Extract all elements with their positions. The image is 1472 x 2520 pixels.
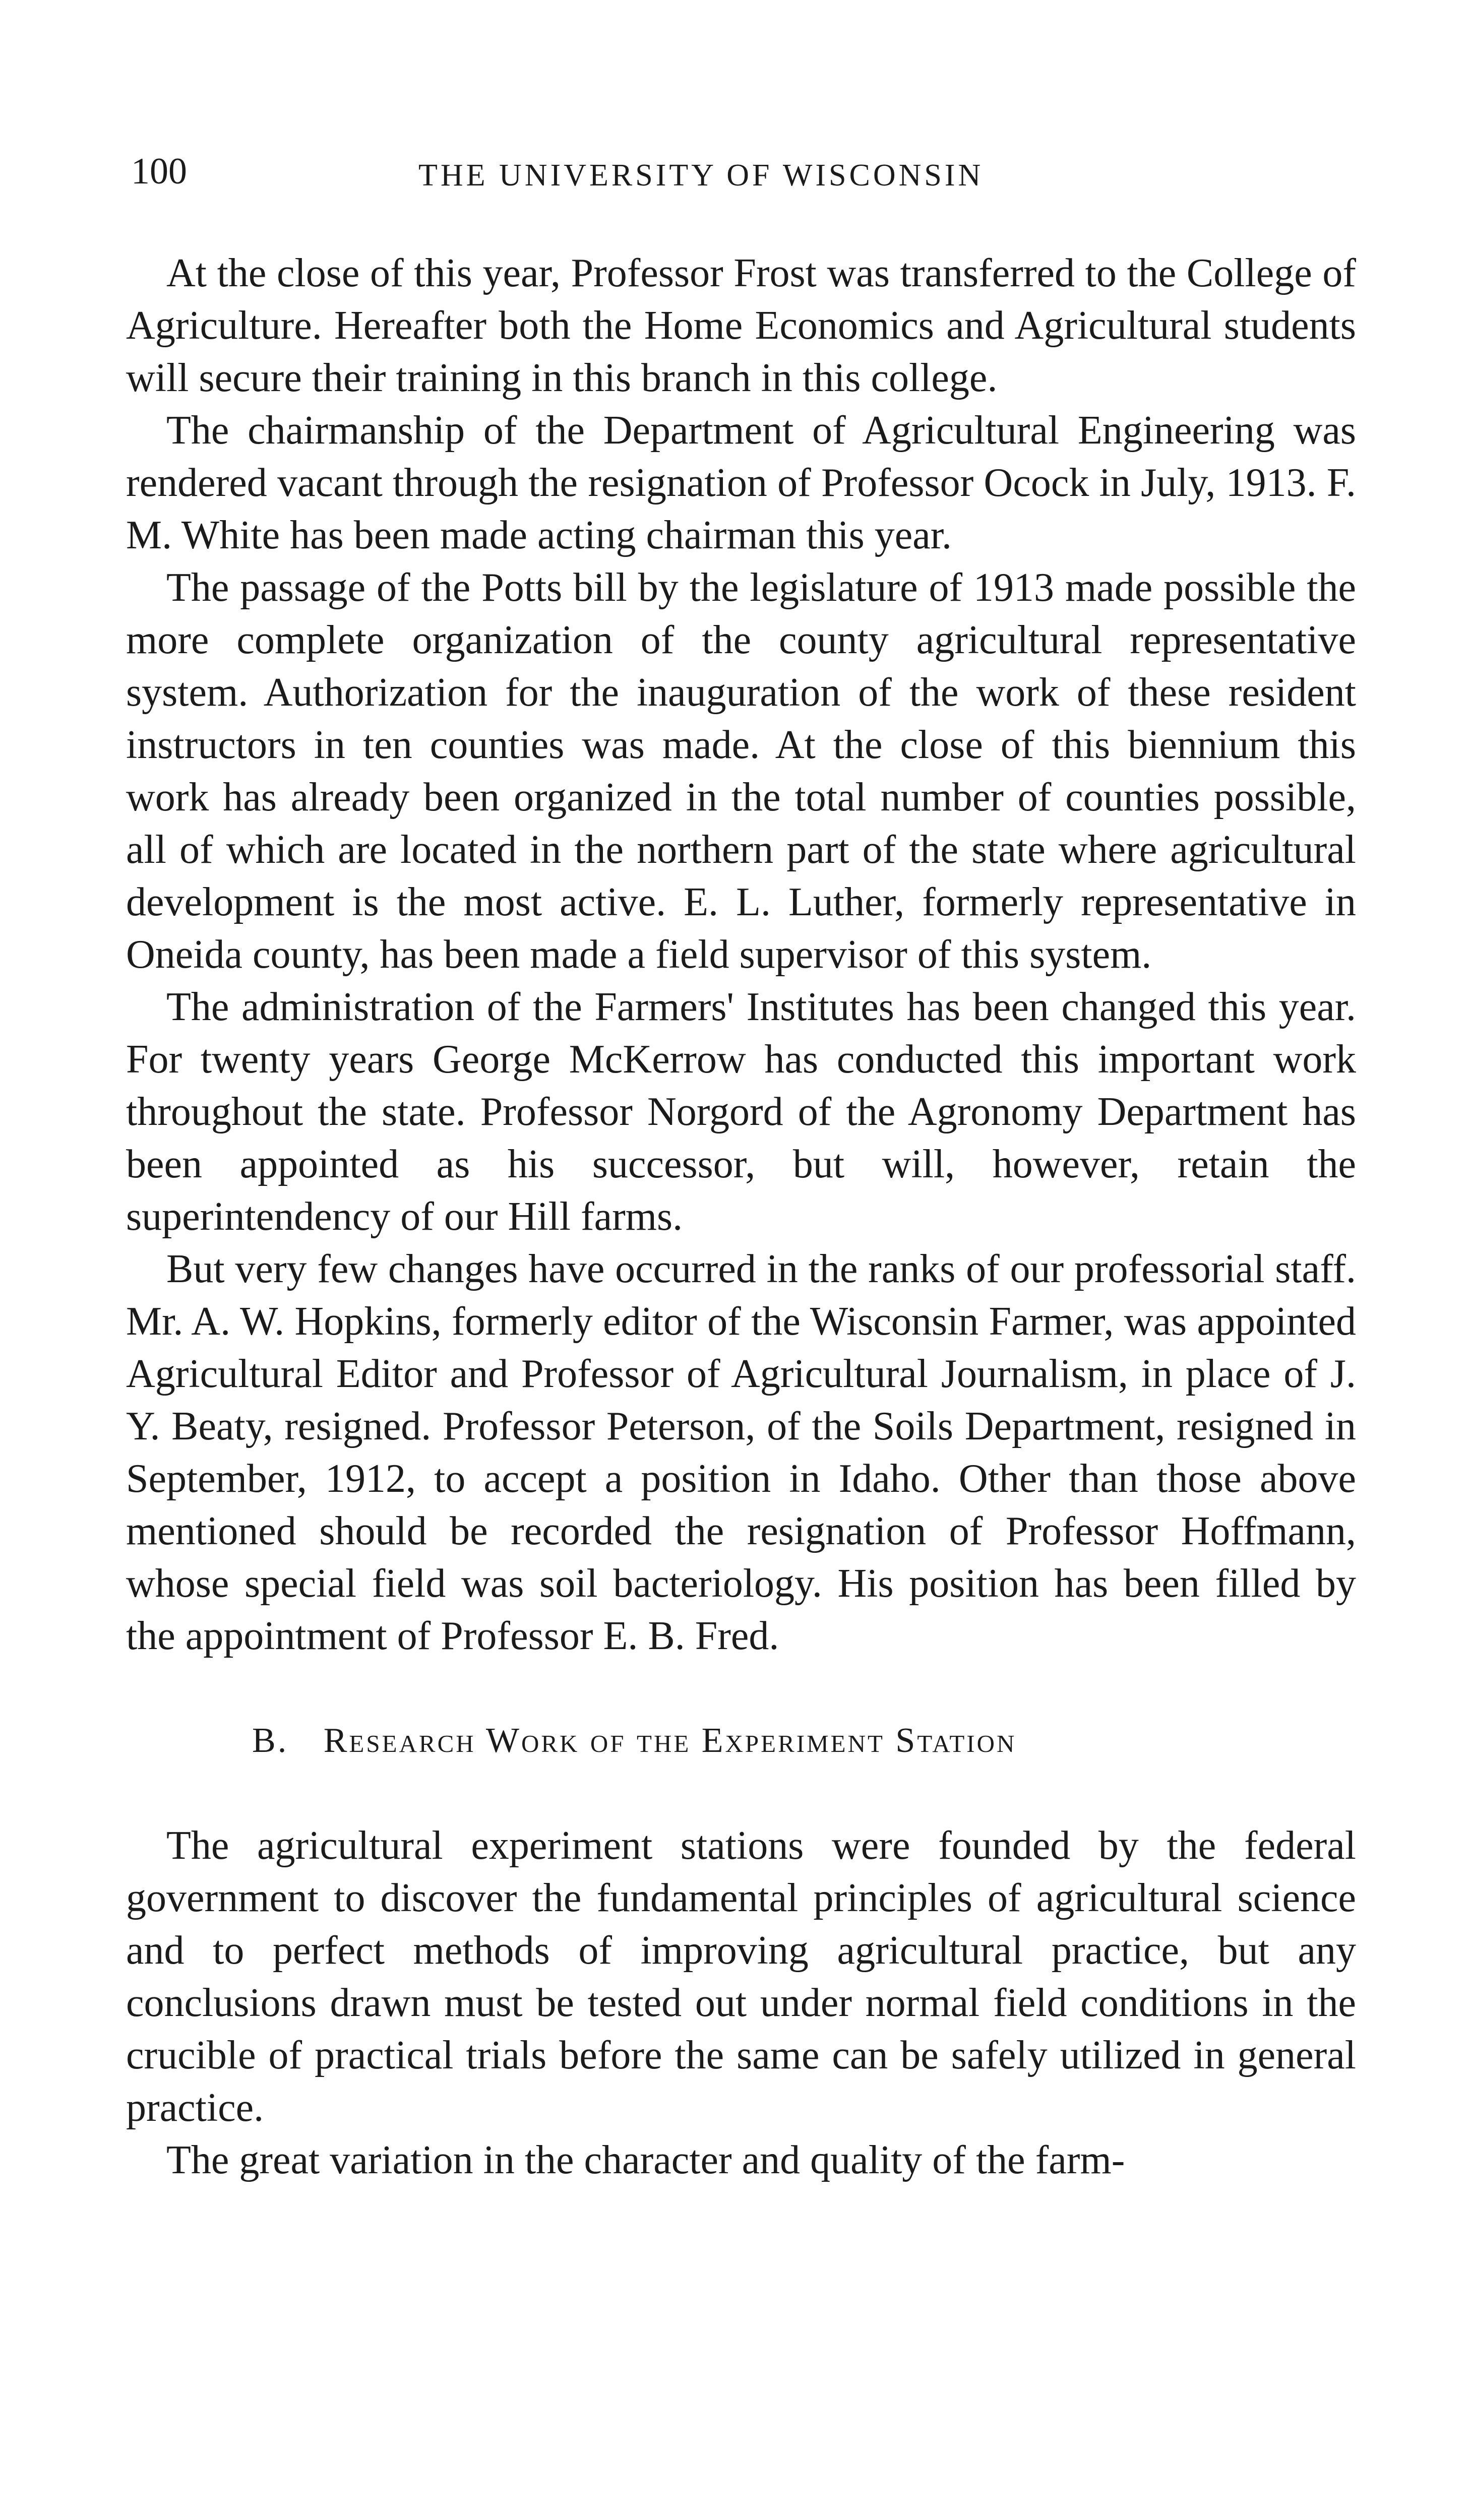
running-head <box>126 146 1356 207</box>
section-heading <box>126 1715 1356 1767</box>
paragraph-farm-variation: The great variation in the character and quality of the farm- <box>166 2138 1125 2182</box>
page-number: 100 <box>131 151 187 192</box>
paragraph-farmers-institutes: The administration of the Farmers' Institutes has been changed this year. For twenty years George McKerrow has conducted this important work throughout the state. Professor Norgord of the Agronomy Department has been appointed as his successor, but will, however, retain the superintendency of our Hill farms. <box>126 985 1356 1239</box>
paragraph-staff-changes: But very few changes have occurred in the ranks of our professorial staff. Mr. A. W. Hopkins, formerly editor of the Wisconsin Farmer, was appointed Agricultural Editor and Professor of Agricultural Journalism, in place of J. Y. Beaty, resigned. Professor Peterson, of the Soils Department, resigned in September, 1912, to accept a position in Idaho. Other than those above mentioned should be recorded the resignation of Professor Hoffmann, whose special field was soil bacteriology. His position has been filled by the appointment of Professor E. B. Fred. <box>126 1247 1356 1658</box>
section-letter: B. <box>252 1721 289 1760</box>
paragraph-potts-bill: The passage of the Potts bill by the legislature of 1913 made possible the more complete organization of the county agricultural representative system. Authorization for the inauguration of the work of these resident instructors in ten counties was made. At the close of this biennium this work has already been organized in the total number of counties possible, all of which are located in the northern part of the state where agricultural development is the most active. E. L. Luther, formerly representative in Oneida county, has been made a field supervisor of this system. <box>126 565 1356 977</box>
section-title: Research Work of the Experiment Station <box>323 1721 1017 1760</box>
paragraph-engineering-chair: The chairmanship of the Department of Agricultural Engineering was rendered vacant through the resignation of Professor Ocock in July, 1913. F. M. White has been made acting chairman this year. <box>126 408 1356 557</box>
paragraph-experiment-stations: The agricultural experiment stations were founded by the federal government to discover the fundamental principles of agricultural science and to perfect methods of improving agricultural practice, but any conclusions drawn must be tested out under normal field conditions in the crucible of practical trials before the same can be safely utilized in general practice. <box>126 1823 1356 2130</box>
body-text <box>126 247 1356 2186</box>
running-title: THE UNIVERSITY OF WISCONSIN <box>418 158 984 193</box>
paragraph-frost-transfer: At the close of this year, Professor Frost was transferred to the College of Agriculture. Hereafter both the Home Economics and Agricultural students will secure their training in this branch in this college. <box>126 251 1356 400</box>
